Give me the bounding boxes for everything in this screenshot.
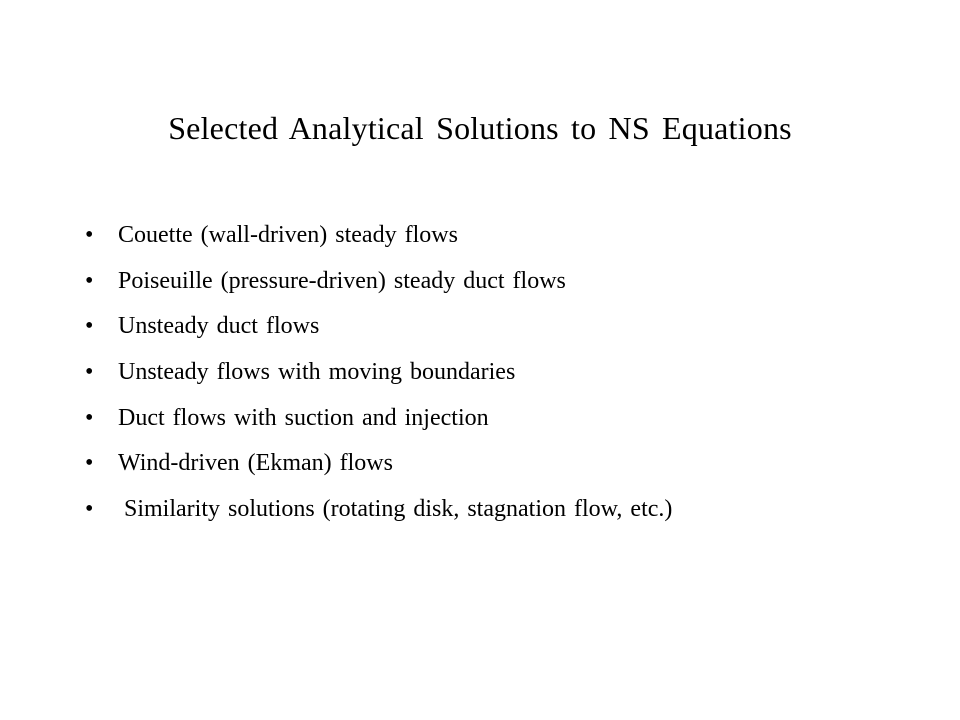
list-item: [85, 448, 945, 494]
list-item-text: Couette (wall-driven) steady flows: [118, 222, 458, 248]
list-item-text: Wind-driven (Ekman) flows: [118, 450, 393, 477]
list-item-text: Unsteady duct flows: [118, 313, 320, 340]
list-item: [85, 220, 945, 266]
slide-title: Selected Analytical Solutions to NS Equations: [168, 110, 792, 146]
bullet-icon: •: [85, 313, 94, 340]
bullet-icon: •: [85, 404, 94, 431]
list-item: [85, 266, 945, 312]
list-item-text: Duct flows with suction and injection: [118, 404, 489, 431]
list-item: [85, 494, 945, 540]
bullet-icon: •: [85, 496, 94, 523]
bullet-icon: •: [85, 359, 94, 386]
list-item: [85, 403, 945, 449]
list-item-text: Similarity solutions (rotating disk, stagnation flow, etc.): [124, 496, 673, 523]
bullet-icon: •: [85, 267, 94, 294]
list-item: [85, 311, 945, 357]
list-item-text: Unsteady flows with moving boundaries: [118, 359, 516, 386]
bullet-icon: •: [85, 450, 94, 477]
list-item: [85, 357, 945, 403]
bullet-list: [85, 220, 945, 540]
bullet-icon: •: [85, 222, 94, 248]
list-item-text: Poiseuille (pressure-driven) steady duct flows: [118, 267, 566, 294]
